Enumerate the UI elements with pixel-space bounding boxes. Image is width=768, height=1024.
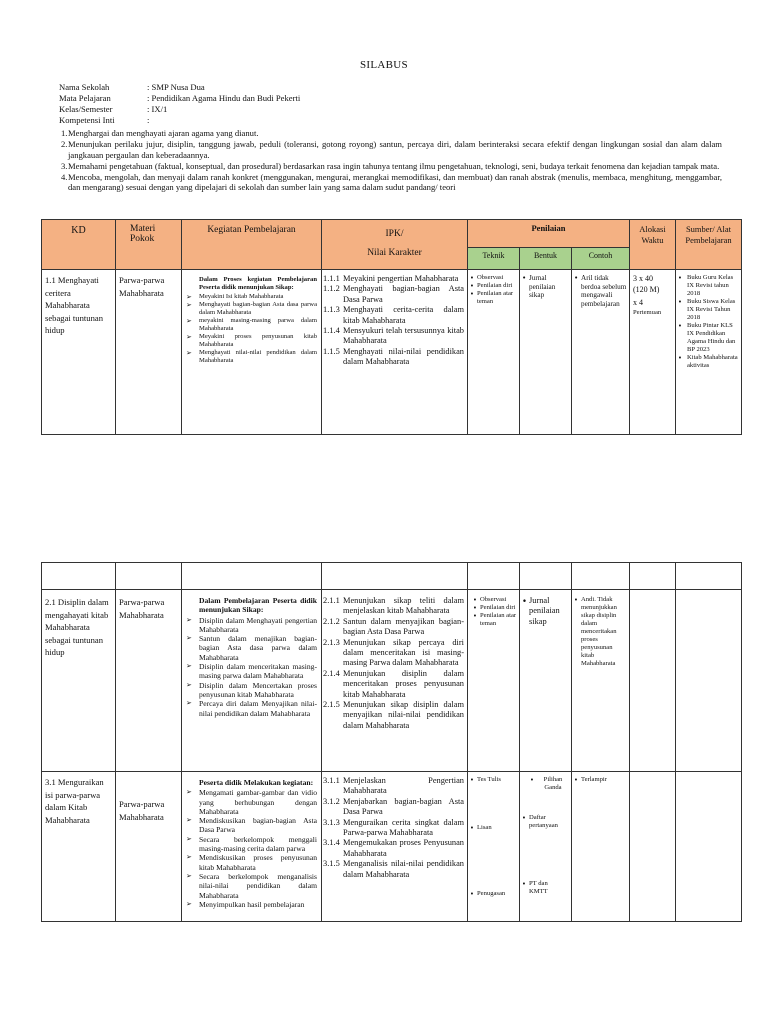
contoh-cell [572,772,630,922]
ipk-number: 2.1.1 [323,596,340,605]
sumber-cell [676,772,742,922]
alokasi-line: (120 M) [633,284,660,294]
empty-cell [676,563,742,590]
ipk-number: 2.1.5 [323,700,340,710]
list-item [46,161,722,172]
kegiatan-lead: Dalam Pembelajaran Peserta didik menunjukan Sikap: [199,596,317,615]
table-row [42,772,742,922]
ipk-item [323,838,464,859]
header-kegiatan: Kegiatan Pembelajaran [182,220,322,270]
header-teknik: Teknik [468,248,520,270]
contoh-cell [572,590,630,772]
teknik-cell [468,590,520,772]
list-item: ➢ Mendiskusikan bagian-bagian Asta Dasa Parwa [186,816,317,835]
header-ipk-line1: IPK/ [385,229,404,239]
materi-cell: Parwa-parwa Mahabharata [116,772,182,922]
item-text: Memahami pengetahuan (faktual, konseptual, dan prosedural) berdasarkan rasa ingin tahunya tentang ilmu pengetahuan, teknologi, seni, budaya terkait fenomena dan kejadian tampak mata. [68,160,720,171]
ipk-text: Menunjukan sikap percaya diri dalam menceritakan isi masing-masing Parwa dalam Mahabharata [343,637,464,668]
empty-cell [182,563,322,590]
list-item: ➢ Disiplin dalam Mencertakan proses penyusunan kitab Mahabharata [186,681,317,700]
ipk-item [323,347,464,368]
alokasi-cell [630,590,676,772]
sumber-cell [676,590,742,772]
info-key: Kelas/Semester [59,104,113,114]
ipk-number: 1.1.1 [323,274,340,283]
bentuk-cell [520,270,572,435]
materi-cell: Parwa-parwa Mahabharata [116,270,182,435]
kd-cell: 3.1 Menguraikan isi parwa-parwa dalam Kitab Mahabharata [42,772,116,922]
alokasi-line: x 4 [633,298,643,307]
list-item [46,139,722,160]
teknik-cell [468,772,520,922]
ipk-text: Menganalisis nilai-nilai pendidikan dalam Mahabharata [343,859,464,879]
alokasi-cell [630,270,676,435]
kegiatan-lead: Dalam Proses kegiatan Pembelajaran Peserta didik menunjukan Sikap: [199,276,317,291]
kd-cell: 1.1 Menghayati ceritera Mahabharata sebagai tuntunan hidup [42,270,116,435]
list-item: ➢ Santun dalam menajikan bagian-bagian Asta dasa parwa dalam Mahabharata [186,634,317,662]
list-item: • Buku Siswa Kelas IX Revisi Tahun 2018 [678,298,739,322]
list-item: • Penugasan [470,890,505,898]
list-item [46,172,722,193]
info-key: Mata Pelajaran [59,93,111,103]
empty-cell [520,563,572,590]
ipk-cell [322,772,468,922]
item-text: Menghargai dan menghayati ajaran agama yang dianut. [68,128,259,138]
ipk-number: 2.1.4 [323,668,340,678]
ipk-item [323,326,464,347]
ipk-text: Menunjukan sikap teliti dalam menjelaskan kitab Mahabharata [343,596,464,616]
ipk-item [323,274,464,284]
alokasi-line: 3 x 40 [633,274,653,283]
header-materi [116,220,182,270]
table-row [42,590,742,772]
contoh-cell [572,270,630,435]
table-row [42,563,742,590]
list-item: ➢ Secara berkelompok menganalisis nilai-nilai pendidikan dalam Mahabharata [186,872,317,900]
list-item: • Observasi [473,596,517,604]
list-item [46,128,722,139]
item-text: Menunjukan perilaku jujur, disiplin, tanggung jawab, peduli (toleransi, gotong royong) santun, percaya diri, dalam berinteraksi secara efektif dengan lingkungan sosial dan alam dalam jangkauan pergaulan dan keberadaannya. [68,139,722,160]
kd-cell: 2.1 Disiplin dalam mengahayati kitab Mahabharata sebagai tuntunan hidup [42,590,116,772]
item-number: 1. [61,128,68,138]
bentuk-cell [520,590,572,772]
item-number: 2. [61,139,68,149]
kompetensi-inti-list [46,128,722,193]
header-contoh: Contoh [572,248,630,270]
header-materi-label: Materi Pokok [130,224,156,244]
empty-cell [630,563,676,590]
list-item: • Kitab Mahabharata aktivitas [678,354,739,370]
kegiatan-cell [182,270,322,435]
ipk-text: Menjelaskan Pengertian Mahabharata [343,776,464,796]
list-item: ➢ Menyimpulkan hasil pembelajaran [186,900,317,909]
list-item: • Penilaian diri [470,282,517,290]
list-item: • Pilihan Ganda [530,776,569,792]
silabus-table-2 [41,562,742,922]
ipk-number: 2.1.2 [323,616,340,626]
header-kd: KD [42,220,116,270]
list-item: • Buku Guru Kelas IX Revisi tahun 2018 [678,274,739,298]
alokasi-cell [630,772,676,922]
ipk-text: Menguraikan cerita singkat dalam Parwa-parwa Mahabharata [343,817,464,838]
list-item: ➢ Mendiskusikan proses penyusunan kitab Mahabharata [186,853,317,872]
list-item: ➢ Mengamati gambar-gambar dan vidio yang berhubungan dengan Mahabharata [186,788,317,816]
list-item: ➢ Menghayati bagian-bagian Asta dasa parwa dalam Mahabharata [186,301,317,317]
ipk-number: 3.1.2 [323,796,340,806]
header-sumber: Sumber/ Alat Pembelajaran [676,220,742,270]
ipk-number: 3.1.4 [323,838,340,848]
list-item: • Andi. Tidak menunjukkan sikap disiplin dalam menceritakan proses penyusunan kitab Mahabharata [574,596,627,668]
alokasi-line: Pertemuan [633,308,662,316]
ipk-text: Mengemukakan proses Penyusunan Mahabharata [343,838,464,858]
list-item: • Observasi [470,274,517,282]
ipk-item [323,305,464,326]
empty-cell [572,563,630,590]
ipk-text: Menjabarkan bagian-bagian Asta Dasa Parwa [343,796,464,817]
ipk-text: Mensyukuri telah tersusunnya kitab Mahabharata [343,326,464,346]
ipk-number: 1.1.2 [323,284,340,294]
list-item: ➢ Disiplin dalam Menghayati pengertian Mahabharata [186,616,317,635]
ipk-cell [322,590,468,772]
materi-cell: Parwa-parwa Mahabharata [116,590,182,772]
ipk-text: Menghayati bagian-bagian Asta Dasa Parwa [343,284,464,304]
ipk-number: 3.1.3 [323,817,340,827]
info-value: : [147,115,150,125]
ipk-number: 2.1.3 [323,637,340,647]
list-item: • Penilaian atar teman [473,612,517,628]
header-penilaian: Penilaian [468,220,630,248]
list-item: • PT dan KMTT [522,880,561,896]
item-text: Mencoba, mengolah, dan menyaji dalam ranah konkret (menggunakan, mengurai, merangkai memodifikasi, dan membuat) dan ranah abstrak (menulis, membaca, menghitung, menggambar, dan mengarang) sesuai dengan yang dipelajari di sekolah dan sumber lain yang sama dalam sudut pandang/ teori [68,171,722,192]
ipk-text: Menunjukan sikap disiplin dalam menyajikan nilai-nilai pendidikan dalam Mahabharata [343,700,464,730]
header-alokasi: Alokasi Waktu [630,220,676,270]
list-item: ➢ Disiplin dalam menceritakan masing-masing parwa dalam Mahabharata [186,662,317,681]
info-value: : Pendidikan Agama Hindu dan Budi Pekerti [147,93,301,103]
list-item: • Penilaian atar teman [470,290,517,306]
header-bentuk: Bentuk [520,248,572,270]
list-item: ➢ Meyakini proses penyusunan kitab Mahabharata [186,333,317,349]
list-item: • Tes Tulis [470,776,501,784]
ipk-item [323,596,464,617]
ipk-number: 3.1.5 [323,859,340,869]
ipk-item [323,797,464,818]
list-item: • Terlampir [574,776,627,784]
empty-cell [116,563,182,590]
ipk-number: 1.1.4 [323,326,340,336]
list-item: ➢ Percaya diri dalam Menyajikan nilai-nilai pendidikan dalam Mahabharata [186,699,317,718]
info-key: Kompetensi Inti [59,115,115,125]
list-item: • Jurnal penilaian sikap [522,274,569,300]
list-item: ➢ Meyakini Isi kitab Mahabharata [186,293,317,301]
list-item: • Lisan [470,824,492,832]
header-ipk [322,220,468,270]
bentuk-cell [520,772,572,922]
kegiatan-cell [182,772,322,922]
list-item: ➢ Secara berkelompok menggali masing-masing cerita dalam parwa [186,835,317,854]
info-value: : SMP Nusa Dua [147,82,205,92]
ipk-item [323,638,464,669]
kegiatan-lead: Peserta didik Melakukan kegiatan: [199,778,314,787]
list-item: • Buku Pintar KLS IX Pendidikan Agama Hindu dan BP 2023 [678,322,739,354]
ipk-number: 3.1.1 [323,776,340,785]
silabus-table-1 [41,219,742,435]
ipk-item [323,859,464,880]
sumber-cell [676,270,742,435]
kegiatan-cell [182,590,322,772]
ipk-item [323,284,464,305]
empty-cell [42,563,116,590]
ipk-text: Menunjukan disiplin dalam menceritakan proses penyusunan kitab Mahabharata [343,668,464,699]
ipk-text: Menghayati cerita-cerita dalam kitab Mahabharata [343,305,464,325]
table-row [42,270,742,435]
ipk-text: Menghayati nilai-nilai pendidikan dalam Mahabharata [343,346,464,367]
item-number: 3. [61,160,68,171]
ipk-text: Santun dalam menyajikan bagian-bagian Asta Dasa Parwa [343,616,464,637]
list-item: • Jurnal penilaian sikap [522,596,569,627]
empty-cell [468,563,520,590]
ipk-number: 1.1.3 [323,305,340,315]
ipk-number: 1.1.5 [323,346,340,356]
item-number: 4. [61,171,68,182]
ipk-item [323,617,464,638]
ipk-item [323,818,464,839]
header-ipk-line2: Nilai Karakter [367,248,422,258]
school-info [59,82,300,126]
info-value: : IX/1 [147,104,168,114]
ipk-text: Meyakini pengertian Mahabharata [343,274,459,283]
list-item: • Daftar pertanyaan [522,814,569,830]
empty-cell [322,563,468,590]
ipk-cell [322,270,468,435]
ipk-item [323,669,464,700]
list-item: • Penilaian diri [473,604,517,612]
list-item: ➢ meyakini masing-masing parwa dalam Mahabharata [186,317,317,333]
ipk-item [323,700,464,731]
list-item: ➢ Menghayati nilai-nilai pendidikan dalam Mahabharata [186,349,317,365]
teknik-cell [468,270,520,435]
list-item: • Aril tidak berdoa sebelum mengawali pembelajaran [574,274,627,308]
info-key: Nama Sekolah [59,82,110,92]
ipk-item [323,776,464,797]
page-title: SILABUS [360,59,408,71]
